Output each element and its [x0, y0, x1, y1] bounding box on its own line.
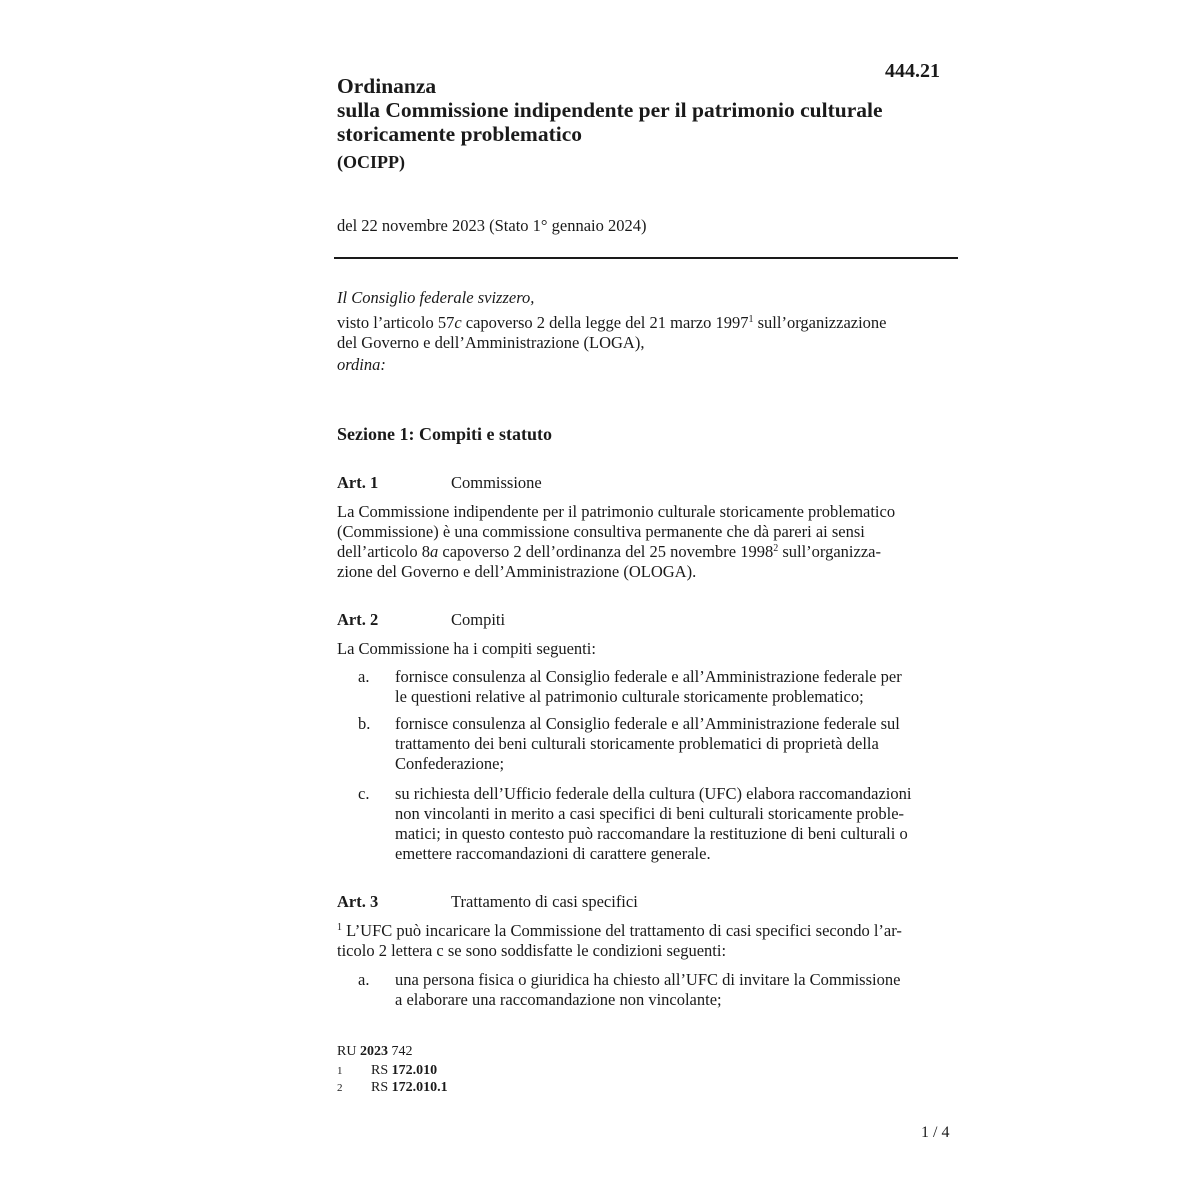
list-item-letter: a. — [358, 667, 370, 686]
section-heading: Sezione 1: Compiti e statuto — [337, 424, 552, 444]
ru-year: 2023 — [359, 1044, 388, 1059]
art3-text-1: L’UFC può incaricare la Commissione del trattamento di casi specifici secondo l’ar- — [342, 921, 902, 940]
list-item-line: trattamento dei beni culturali storicamente problematici di proprietà della — [395, 734, 879, 753]
title-line-1: Ordinanza — [337, 74, 437, 98]
article-3-heading — [337, 892, 638, 912]
article-3-title: Trattamento di casi specifici — [451, 892, 638, 911]
article-1-line: (Commissione) è una commissione consultiva permanente che dà pareri ai sensi — [337, 522, 865, 541]
preamble-ordina: ordina: — [337, 355, 386, 374]
list-item-line: su richiesta dell’Ufficio federale della cultura (UFC) elabora raccomandazioni — [395, 784, 912, 803]
footnote-text — [371, 1080, 448, 1096]
article-3-line — [337, 921, 954, 941]
list-item — [358, 970, 958, 1010]
list-item-line: non vincolanti in merito a casi specifici di beni culturali storicamente proble- — [395, 804, 905, 823]
art1-text-d: sull’organizza- — [778, 542, 881, 561]
list-item-letter: a. — [358, 970, 370, 989]
paragraph-number: 1 — [337, 922, 342, 933]
art1-text-a: dell’articolo 8 — [337, 542, 431, 561]
title-line-2: sulla Commissione indipendente per il patrimonio culturale — [337, 98, 883, 122]
basis-text-a: visto l’articolo 57 — [337, 313, 455, 332]
list-item — [358, 714, 958, 774]
list-item — [358, 667, 958, 707]
article-2-heading — [337, 610, 505, 630]
footnote-ref[interactable]: 172.010.1 — [391, 1080, 448, 1095]
list-item-text — [395, 970, 955, 1010]
document-date: del 22 novembre 2023 (Stato 1° gennaio 2024) — [337, 216, 647, 235]
list-item-line: Confederazione; — [395, 754, 505, 773]
list-item-line: le questioni relative al patrimonio culturale storicamente problematico; — [395, 687, 864, 706]
preamble-authority: Il Consiglio federale svizzero, — [337, 288, 535, 307]
list-item-line: matici; in questo contesto può raccomandare la restituzione di beni culturali o — [395, 824, 908, 843]
list-item — [358, 784, 958, 864]
article-1-line — [337, 542, 954, 562]
article-1-text — [337, 502, 954, 582]
footnote-ref-1[interactable]: 1 — [748, 314, 754, 325]
article-2-number: Art. 2 — [337, 610, 379, 629]
list-item-text — [395, 714, 955, 774]
preamble — [337, 288, 957, 375]
article-1-line: La Commissione indipendente per il patrimonio culturale storicamente problematico — [337, 502, 896, 521]
ru-page: 742 — [387, 1044, 413, 1059]
ru-reference — [337, 1044, 412, 1060]
list-item-line: emettere raccomandazioni di carattere generale. — [395, 844, 711, 863]
list-item-line: fornisce consulenza al Consiglio federale e all’Amministrazione federale per — [395, 667, 902, 686]
preamble-basis-line2: del Governo e dell’Amministrazione (LOGA), — [337, 333, 645, 352]
basis-text-b: capoverso 2 della legge del 21 marzo 1997 — [461, 313, 749, 332]
article-3-line: ticolo 2 lettera c se sono soddisfatte le condizioni seguenti: — [337, 941, 727, 960]
footnote-number: 1 — [337, 1065, 343, 1077]
footnote-number: 2 — [337, 1082, 343, 1094]
sr-number: 444.21 — [885, 60, 940, 82]
article-2-intro: La Commissione ha i compiti seguenti: — [337, 639, 596, 658]
ru-prefix: RU — [337, 1044, 360, 1059]
header-divider — [334, 257, 958, 259]
footnote-prefix: RS — [371, 1080, 392, 1095]
title-line-3: storicamente problematico — [337, 122, 582, 146]
list-item-letter: b. — [358, 714, 371, 733]
document-title — [337, 74, 967, 146]
article-3-text — [337, 921, 954, 961]
page-number: 1 / 4 — [921, 1124, 950, 1141]
preamble-basis — [337, 313, 957, 333]
article-1-line: zione del Governo e dell’Amministrazione (OLOGA). — [337, 562, 697, 581]
footnote-prefix: RS — [371, 1063, 392, 1078]
list-item-line: fornisce consulenza al Consiglio federale e all’Amministrazione federale sul — [395, 714, 900, 733]
list-item-text — [395, 784, 955, 864]
footnote-text — [371, 1063, 437, 1079]
list-item-letter: c. — [358, 784, 370, 803]
footnote-1 — [337, 1063, 537, 1079]
article-1-number: Art. 1 — [337, 473, 379, 492]
article-2-title: Compiti — [451, 610, 506, 629]
abbreviation: (OCIPP) — [337, 152, 405, 172]
article-1-heading — [337, 473, 542, 493]
list-item-line: a elaborare una raccomandazione non vincolante; — [395, 990, 722, 1009]
article-1-title: Commissione — [451, 473, 542, 492]
footnote-2 — [337, 1080, 537, 1096]
footnote-ref-2[interactable]: 2 — [773, 543, 779, 554]
article-3-number: Art. 3 — [337, 892, 379, 911]
footnote-ref[interactable]: 172.010 — [391, 1063, 438, 1078]
list-item-line: una persona fisica o giuridica ha chiesto all’UFC di invitare la Commissione — [395, 970, 901, 989]
art1-text-c: capoverso 2 dell’ordinanza del 25 novembre 1998 — [438, 542, 774, 561]
list-item-text — [395, 667, 955, 707]
basis-text-d: sull’organizzazione — [753, 313, 887, 332]
art1-letter: a — [430, 542, 439, 561]
basis-letter: c — [454, 313, 462, 332]
